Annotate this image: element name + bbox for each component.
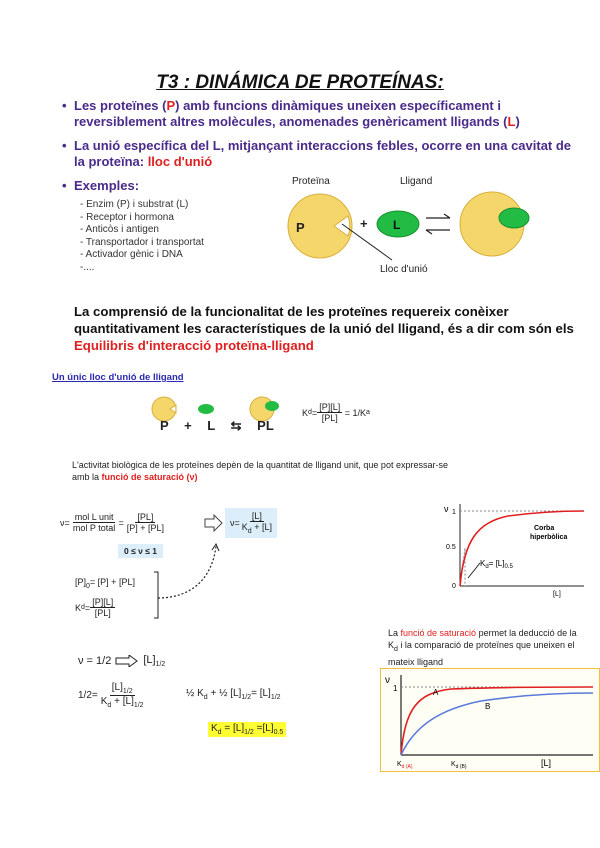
- half-kd-equation: ½ $K_d$ + ½ $[L]_{1/2}= [L]_{1/2}$: [186, 688, 281, 701]
- section-title: Un únic lloc d'unió de lligand: [52, 372, 184, 383]
- list-item: -....: [80, 261, 95, 273]
- list-item: - Activador gènic i DNA: [80, 249, 183, 260]
- saturation-result: ν= $\frac{[L]}{K_d + [L]}$: [225, 508, 277, 538]
- kd-a-label: $K_{d (A)}$: [397, 761, 413, 770]
- graph2-xlabel: [L]: [541, 758, 552, 768]
- comparison-graph: [381, 669, 599, 771]
- complex-ligand-shape: [499, 208, 529, 228]
- hyperbolic-graph: [438, 500, 588, 600]
- graph1-kd-label: $K_d= [L]_{0.5}$: [480, 559, 513, 570]
- ligand-l: L: [393, 218, 401, 232]
- p0-equation: $[P]_0= [P] + [PL]$: [75, 577, 135, 590]
- protein-p: P: [296, 220, 305, 235]
- equilibrium-arrows: [426, 214, 450, 234]
- list-item: - Anticòs i antigen: [80, 224, 159, 235]
- equilibrium-equation: P + L ⇆ PL: [160, 418, 274, 433]
- graph2-y1: 1: [393, 684, 398, 693]
- list-item: - Transportador i transportat: [80, 236, 204, 248]
- implies-arrow-icon: [204, 514, 224, 532]
- graph1-y1: 1: [452, 509, 456, 516]
- curve-b: [401, 693, 593, 755]
- graph2-ylabel: ν: [385, 675, 390, 686]
- bullet-3: • Exemples:: [62, 178, 582, 194]
- derivation-arrow: [150, 540, 230, 620]
- kd-pointer: [468, 563, 480, 578]
- range-badge: 0 ≤ ν ≤ 1: [118, 544, 163, 558]
- site-label: Lloc d'unió: [380, 264, 428, 275]
- curve-a-label: A: [433, 688, 439, 697]
- curve-b-label: B: [485, 702, 491, 711]
- saturation-text: La funció de saturació permet la deducció de la $K_d$ i la comparació de proteïnes que uneixen el mateix lligand: [388, 628, 577, 667]
- ligand-small-shape: [198, 404, 214, 414]
- final-kd-result: $K_d = [L]_{1/2} =[L]_{0.5}$: [208, 722, 286, 737]
- hyperbolic-curve: [460, 511, 584, 586]
- graph1-xlabel: [L]: [553, 591, 561, 598]
- graph1-ylabel: ν: [444, 504, 449, 514]
- kd-definition: K d = $\frac{[P][L]}{[PL]}$ = 1/K a: [302, 402, 370, 423]
- comparison-graph-frame: [380, 668, 600, 772]
- kd-equation: K d = $\frac{[P][L]}{[PL]}$: [75, 597, 114, 618]
- equilibria-paragraph: La comprensió de la funcionalitat de les proteïnes requereix conèixer quantitativament les característiques de la unió del lligand, és a dir com són els Equilibris d'interacció proteïna-lligand: [74, 304, 574, 353]
- half-fraction: 1/2= $\frac{[L]_{1/2}}{K_d + [L]_{1/2}}$: [78, 682, 144, 709]
- graph1-y0: 0: [452, 583, 456, 590]
- curve-label: Corba hiperbòlica: [530, 525, 568, 541]
- list-item: - Receptor i hormona: [80, 211, 174, 223]
- bullet-1: • Les proteïnes (P) amb funcions dinàmiques uneixen específicament i reversiblement altres molècules, anomenades genèricament lligands (L): [62, 98, 582, 130]
- protein-label: Proteïna: [292, 176, 330, 187]
- activity-text: L'activitat biològica de les proteïnes depèn de la quantitat de lligand unit, que pot expressar-se amb la funció de saturació (ν): [72, 460, 448, 482]
- kd-b-label: $K_{d (B)}$: [451, 761, 467, 770]
- plus-sign: +: [360, 216, 368, 231]
- half-saturation: ν = 1/2 $[L]_{1/2}$: [78, 654, 166, 669]
- examples-list: [80, 199, 204, 274]
- bullet-2: • La unió específica del L, mitjançant interaccions febles, ocorre en una cavitat de la proteïna: lloc d'unió: [62, 138, 582, 170]
- graph1-y05: 0.5: [446, 544, 456, 551]
- implies-icon: [115, 655, 139, 667]
- ligand-label: Lligand: [400, 176, 433, 187]
- page-title: T3 : DINÁMICA DE PROTEÍNAS:: [156, 72, 444, 93]
- saturation-formula: ν= $\frac{\text{mol L unit}}{\text{mol P total}}$ = $\frac{[PL]}{[P] + [PL]}$: [60, 512, 164, 533]
- binding-diagram: [270, 172, 540, 280]
- list-item: - Enzim (P) i substrat (L): [80, 199, 189, 210]
- complex-ligand-small-shape: [265, 401, 279, 411]
